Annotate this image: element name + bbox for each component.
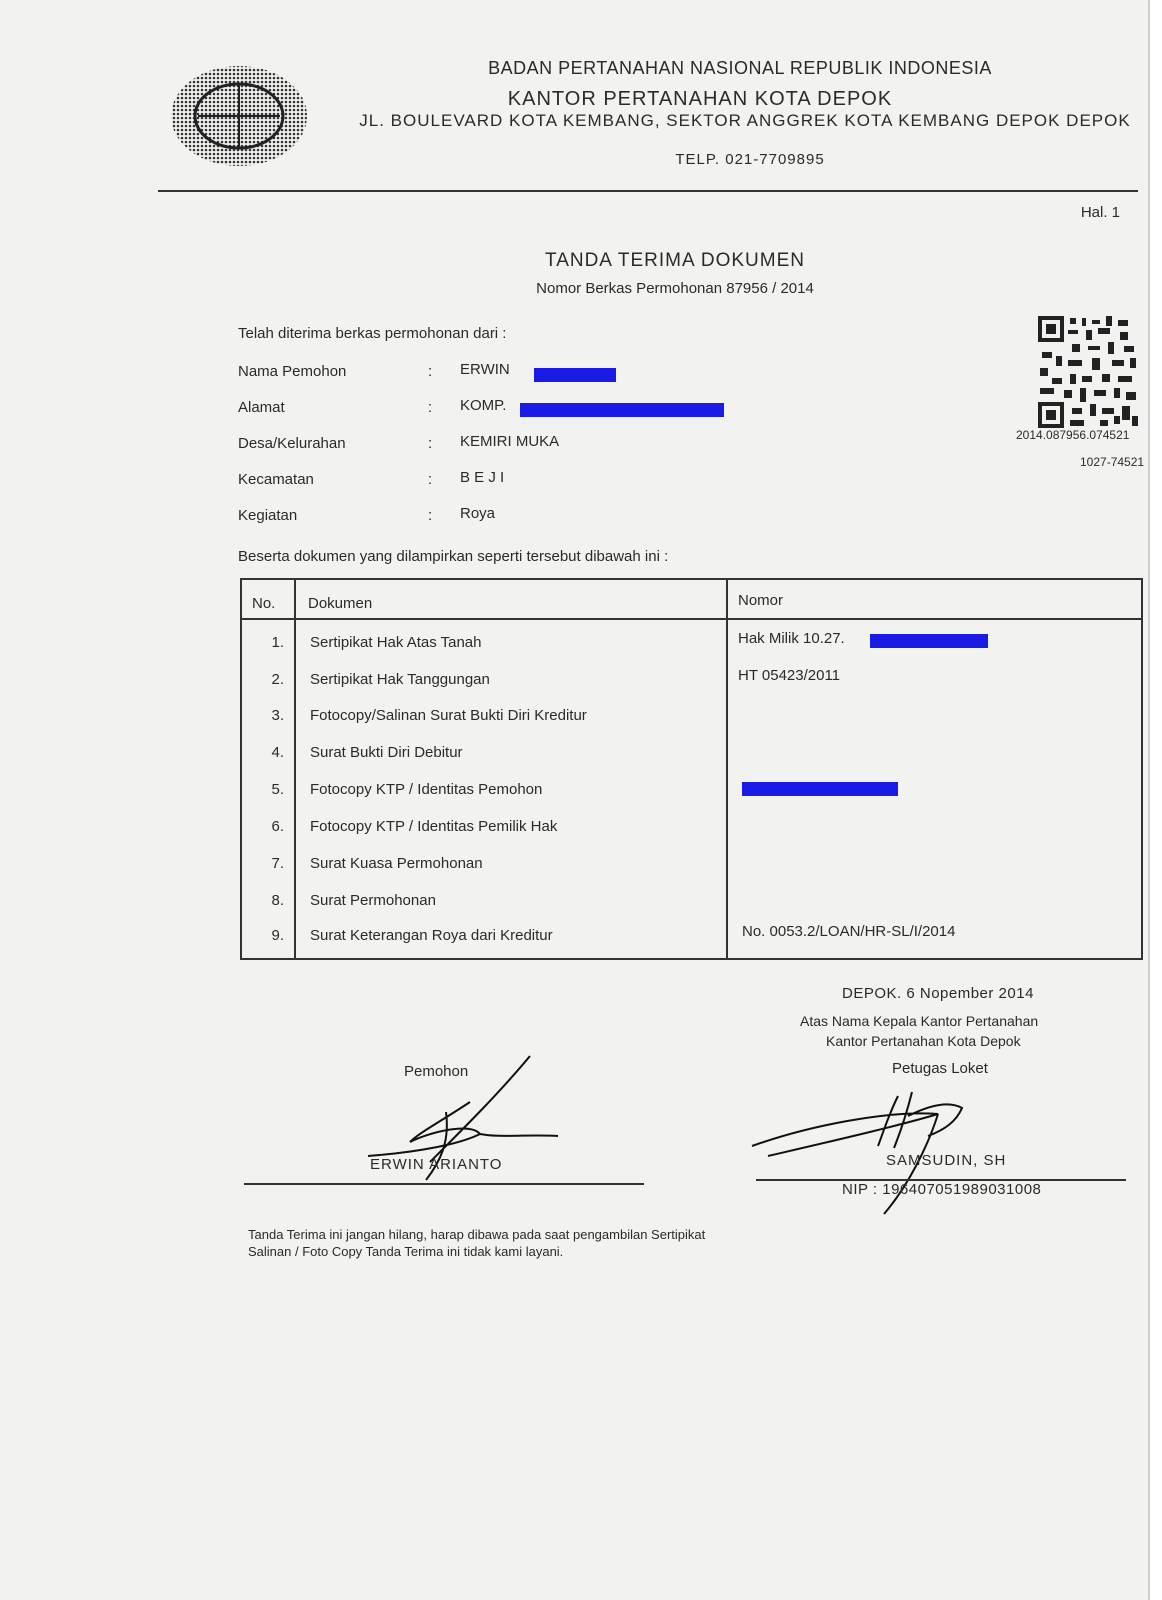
table-row-dokumen: Fotocopy KTP / Identitas Pemohon [310, 781, 543, 798]
table-row-nomor: Hak Milik 10.27. [738, 630, 845, 647]
field-colon: : [428, 399, 433, 416]
applicant-name: ERWIN ARIANTO [370, 1156, 503, 1173]
table-header-divider [240, 618, 1143, 620]
field-label-kegiatan: Kegiatan [238, 507, 298, 524]
field-colon: : [428, 363, 433, 380]
redaction-mark [742, 782, 898, 796]
redaction-mark [520, 403, 724, 417]
field-value-desa: KEMIRI MUKA [460, 433, 560, 450]
field-value-alamat: KOMP. [460, 397, 507, 414]
applicant-signature-line [244, 1183, 644, 1185]
field-label-kecamatan: Kecamatan [238, 471, 314, 488]
qr-code-icon [1038, 316, 1138, 428]
table-row-dokumen: Fotocopy/Salinan Surat Bukti Diri Kreditur [310, 707, 587, 724]
table-row-dokumen: Sertipikat Hak Atas Tanah [310, 634, 482, 651]
bpn-logo-icon [168, 64, 310, 168]
table-header-nomor: Nomor [738, 592, 784, 609]
on-behalf-line1: Atas Nama Kepala Kantor Pertanahan [800, 1013, 1039, 1029]
applicant-role: Pemohon [404, 1063, 469, 1080]
header-agency: BADAN PERTANAHAN NASIONAL REPUBLIK INDONESIA [488, 58, 992, 78]
footer-note-2: Salinan / Foto Copy Tanda Terima ini tidak kami layani. [248, 1244, 564, 1259]
page-number: Hal. 1 [1080, 204, 1120, 221]
header-address: JL. BOULEVARD KOTA KEMBANG, SEKTOR ANGGREK KOTA KEMBANG DEPOK DEPOK [359, 111, 1131, 130]
table-row-dokumen: Surat Kuasa Permohonan [310, 855, 483, 872]
intro-text: Telah diterima berkas permohonan dari : [238, 325, 507, 342]
table-row-no: 6. [271, 818, 284, 835]
table-row-dokumen: Surat Permohonan [310, 892, 436, 909]
table-row-no: 2. [271, 671, 284, 688]
field-label-nama: Nama Pemohon [238, 363, 347, 380]
qr-caption-id: 1027-74521 [1080, 455, 1145, 469]
field-value-nama: ERWIN [460, 361, 510, 378]
table-row-no: 7. [271, 855, 284, 872]
field-colon: : [428, 435, 433, 452]
field-label-alamat: Alamat [238, 399, 285, 416]
qr-caption-code: 2014.087956.074521 [1016, 428, 1130, 442]
redaction-mark [870, 634, 988, 648]
table-row-no: 1. [271, 634, 284, 651]
table-row-dokumen: Sertipikat Hak Tanggungan [310, 671, 490, 688]
table-row-no: 8. [271, 892, 284, 909]
table-header-no: No. [252, 595, 276, 612]
document-subtitle: Nomor Berkas Permohonan 87956 / 2014 [536, 280, 814, 297]
document-title: TANDA TERIMA DOKUMEN [545, 250, 805, 271]
field-colon: : [428, 471, 433, 488]
footer-note-1: Tanda Terima ini jangan hilang, harap dibawa pada saat pengambilan Sertipikat [248, 1227, 706, 1242]
attachment-intro: Beserta dokumen yang dilampirkan seperti tersebut dibawah ini : [238, 548, 669, 565]
redaction-mark [534, 368, 616, 382]
on-behalf-line2: Kantor Pertanahan Kota Depok [826, 1033, 1021, 1049]
header-phone: TELP. 021-7709895 [675, 151, 825, 168]
table-row-no: 4. [271, 744, 284, 761]
place-date: DEPOK. 6 Nopember 2014 [842, 985, 1034, 1002]
field-label-desa: Desa/Kelurahan [238, 435, 346, 452]
field-value-kecamatan: B E J I [460, 469, 505, 486]
officer-role: Petugas Loket [892, 1060, 988, 1077]
table-row-dokumen: Surat Keterangan Roya dari Kreditur [310, 927, 553, 944]
table-header-dokumen: Dokumen [308, 595, 373, 612]
field-colon: : [428, 507, 433, 524]
header-office: KANTOR PERTANAHAN KOTA DEPOK [507, 88, 893, 110]
officer-nip: NIP : 196407051989031008 [842, 1181, 1042, 1198]
table-row-nomor: No. 0053.2/LOAN/HR-SL/I/2014 [742, 923, 956, 940]
table-divider [726, 578, 728, 960]
field-value-kegiatan: Roya [460, 505, 496, 522]
table-row-no: 3. [271, 707, 284, 724]
table-divider [294, 578, 296, 960]
header-divider [158, 190, 1138, 192]
officer-name: SAMSUDIN, SH [886, 1152, 1007, 1169]
table-row-nomor: HT 05423/2011 [738, 667, 841, 684]
table-row-no: 9. [271, 927, 284, 944]
table-row-dokumen: Surat Bukti Diri Debitur [310, 744, 463, 761]
table-row-dokumen: Fotocopy KTP / Identitas Pemilik Hak [310, 818, 558, 835]
table-row-no: 5. [271, 781, 284, 798]
